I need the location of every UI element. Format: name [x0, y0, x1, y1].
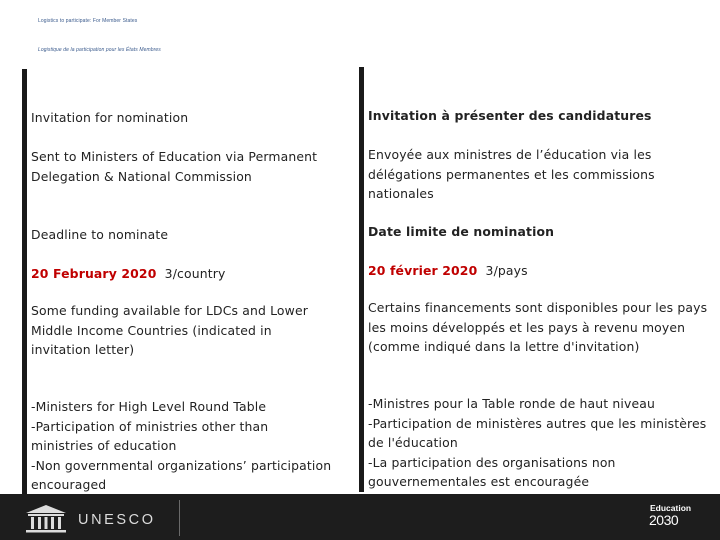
row-2-fr-date: 20 février 2020 — [368, 263, 478, 278]
row-3-en-bar — [22, 262, 27, 360]
footer — [0, 494, 720, 540]
unesco-temple-icon — [22, 504, 70, 534]
header-line-en: Logistics to participate: For Member States — [38, 18, 138, 24]
row-3-en-text: Some funding available for LDCs and Lower Middle Income Countries (indicated in invitation letter) — [31, 303, 308, 357]
row-2-en-title: Deadline to nominate — [31, 227, 169, 242]
education-year: 2030 — [649, 512, 679, 528]
education-2030-logo — [612, 498, 716, 536]
unesco-label: UNESCO — [78, 512, 156, 528]
row-4-en — [31, 358, 349, 495]
row-1-en-text: Sent to Ministers of Education via Permanent Delegation & National Commission — [31, 149, 318, 184]
education-2030-icon — [612, 498, 646, 532]
row-2-en-date: 20 February 2020 — [31, 266, 157, 281]
education-word: Education — [650, 503, 692, 513]
row-1-fr-text: Envoyée aux ministres de l’éducation via les délégations permanentes et les commissions nationales — [368, 147, 655, 201]
row-4-fr — [368, 355, 718, 492]
row-4-en-text: -Ministers for High Level Round Table -Participation of ministries other than ministries of education -Non governmental organizations’ participation encouraged — [31, 399, 332, 492]
row-1-en — [31, 69, 349, 186]
row-3-fr — [368, 259, 718, 357]
row-1-en-title: Invitation for nomination — [31, 110, 189, 125]
row-3-fr-text: Certains financements sont disponibles pour les pays les moins développés et les pays à revenu moyen (comme indiqué dans la lettre d'invitation) — [368, 300, 708, 354]
header-line-fr: Logistique de la participation pour les États Membres — [38, 47, 161, 53]
row-4-fr-bar — [359, 355, 364, 492]
row-4-fr-text: -Ministres pour la Table ronde de haut niveau -Participation de ministères autres que les ministères de l'éducation -La participation des organisations non gouvernementales est encouragée — [368, 396, 707, 489]
row-4-en-bar — [22, 358, 27, 495]
row-1-fr-title: Invitation à présenter des candidatures — [368, 108, 652, 123]
row-1-en-bar — [22, 69, 27, 186]
row-2-fr-title: Date limite de nomination — [368, 224, 555, 239]
row-3-fr-bar — [359, 259, 364, 357]
row-3-en — [31, 262, 349, 360]
row-2-en-suffix: 3/country — [164, 266, 226, 281]
footer-divider — [179, 500, 180, 536]
row-2-fr-suffix: 3/pays — [485, 263, 528, 278]
